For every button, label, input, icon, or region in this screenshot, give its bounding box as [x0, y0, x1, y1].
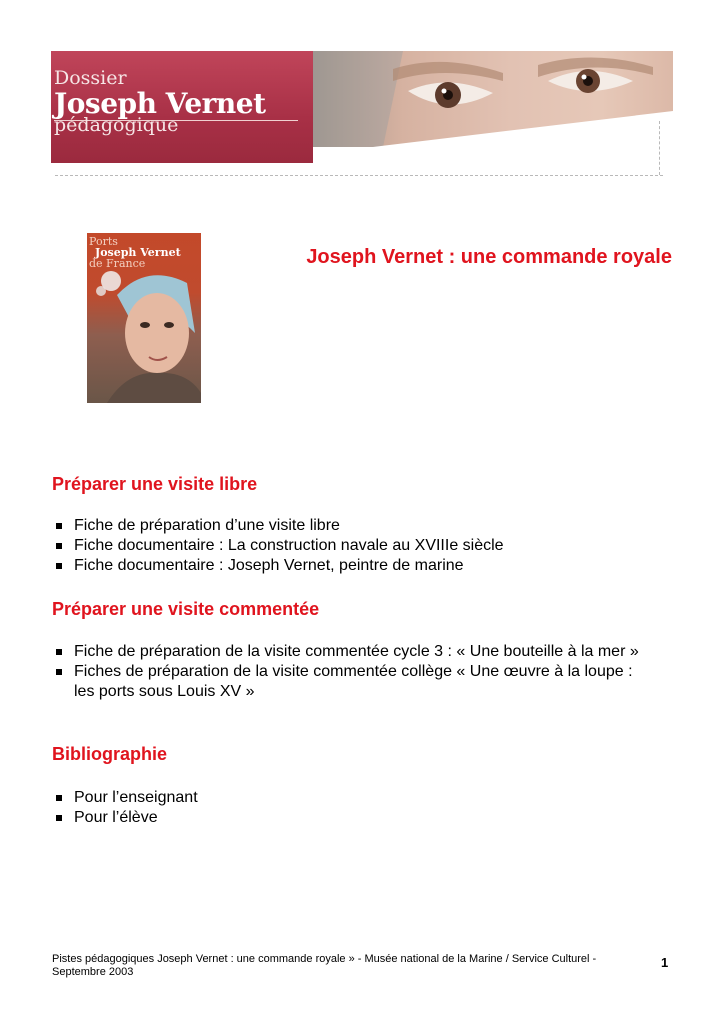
- bullet-icon: [56, 815, 62, 821]
- banner-frame-right: [659, 121, 660, 175]
- book-cover-image: [87, 233, 201, 403]
- bullet-icon: [56, 563, 62, 569]
- bullet-icon: [56, 669, 62, 675]
- list-visite-commentee: [52, 642, 642, 702]
- list-item: [52, 662, 642, 702]
- banner-line-joseph-vernet: Joseph Vernet: [54, 87, 266, 120]
- banner-line-dossier: Dossier: [54, 67, 127, 89]
- list-item-text: Pour l’enseignant: [74, 789, 198, 806]
- bullet-icon: [56, 543, 62, 549]
- cover-line-de-france: de France: [89, 257, 146, 270]
- list-item-text: Pour l’élève: [74, 809, 158, 826]
- page-number: 1: [661, 955, 669, 970]
- portrait-illustration: [87, 233, 201, 403]
- banner-frame-bottom: [55, 175, 663, 176]
- page-footer: Pistes pédagogiques Joseph Vernet : une commande royale » - Musée national de la Marine / Service Culturel - Septembre 2003: [52, 953, 597, 978]
- list-item: [52, 642, 642, 662]
- list-item-text: Fiche de préparation d’une visite libre: [74, 517, 340, 534]
- list-item: [52, 516, 652, 536]
- header-banner: [51, 51, 673, 179]
- bullet-icon: [56, 523, 62, 529]
- section-heading-visite-commentee: Préparer une visite commentée: [52, 599, 320, 619]
- banner-title-block: [51, 51, 313, 163]
- banner-line-pedagogique: pédagogique: [54, 114, 179, 136]
- list-bibliographie: [52, 788, 652, 828]
- cover-line-joseph-vernet: Joseph Vernet: [95, 246, 181, 259]
- section-heading-visite-libre: Préparer une visite libre: [52, 474, 258, 494]
- section-heading-bibliographie: Bibliographie: [52, 744, 168, 764]
- list-item-text: Fiche documentaire : Joseph Vernet, peintre de marine: [74, 557, 464, 574]
- eyes-illustration: [313, 51, 673, 147]
- bullet-icon: [56, 795, 62, 801]
- list-item-text: Fiche de préparation de la visite commentée cycle 3 : « Une bouteille à la mer »: [74, 643, 639, 660]
- list-visite-libre: [52, 516, 652, 576]
- list-item: [52, 556, 652, 576]
- bullet-icon: [56, 649, 62, 655]
- list-item: [52, 788, 652, 808]
- list-item: [52, 808, 652, 828]
- list-item-text: Fiche documentaire : La construction navale au XVIIIe siècle: [74, 537, 504, 554]
- banner-eyes-image: [313, 51, 673, 147]
- document-title: Joseph Vernet : une commande royale: [306, 246, 672, 268]
- cover-line-ports: Ports: [89, 235, 118, 248]
- list-item: [52, 536, 652, 556]
- list-item-text: Fiches de préparation de la visite commentée collège « Une œuvre à la loupe : les ports sous Louis XV »: [74, 663, 633, 700]
